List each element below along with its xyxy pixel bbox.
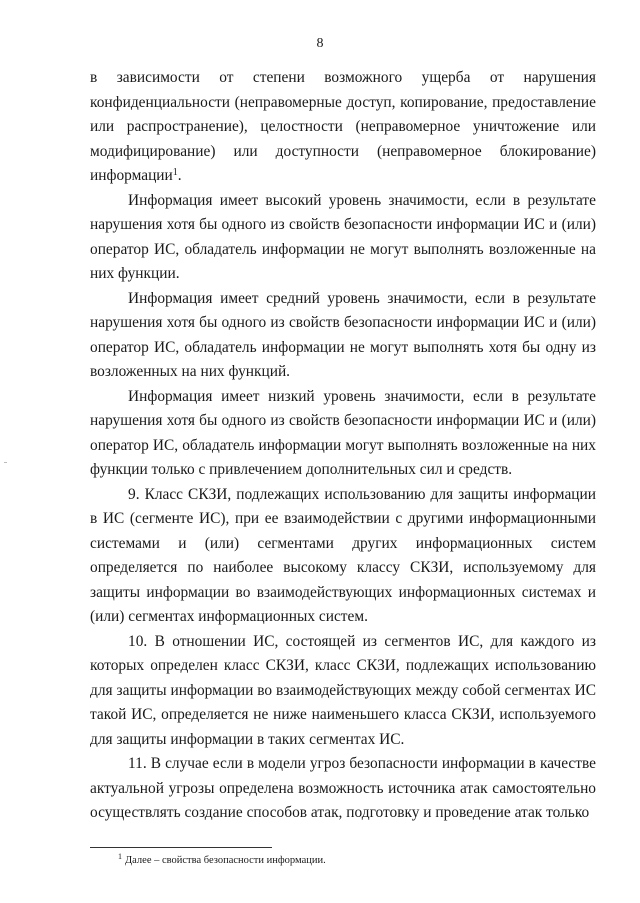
paragraph-text: в зависимости от степени возможного ущерба от нарушения конфиденциальности (неправомерные доступ, копирование, предоставление или распространение), целостности (неправомерное уничтожение или модифицирование) или доступности (неправомерное блокирование) информации (90, 69, 596, 184)
footnote (118, 854, 326, 868)
footnote-marker: 1 (118, 852, 122, 861)
page-number: 8 (316, 36, 324, 51)
paragraph-low-significance: Информация имеет низкий уровень значимости, если в результате нарушения хотя бы одного из свойств безопасности информации ИС и (или) оператор ИС, обладатель информации могут выполнять возложенные на них функции только с привлечением дополнительных сил и средств. (90, 387, 596, 478)
paragraph-high-significance: Информация имеет высокий уровень значимости, если в результате нарушения хотя бы одного из свойств безопасности информации ИС и (или) оператор ИС, обладатель информации не могут выполнять возложенные на них функции. (90, 191, 596, 282)
scan-artifact (4, 462, 7, 463)
paragraph-clause-9: 9. Класс СКЗИ, подлежащих использованию для защиты информации в ИС (сегменте ИС), при ее взаимодействии с другими информационными системами и (или) сегментами других информационных систем определяется по наиболее высокому классу СКЗИ, используемому для защиты информации во взаимодействующих информационных системах и (или) сегментах информационных систем. (90, 485, 596, 625)
paragraph-clause-11: 11. В случае если в модели угроз безопасности информации в качестве актуальной угрозы определена возможность источника атак самостоятельно осуществлять создание способов атак, подготовку и проведение атак только (90, 755, 596, 821)
footnote-reference: 1 (172, 167, 178, 178)
paragraph-clause-10: 10. В отношении ИС, состоящей из сегментов ИС, для каждого из которых определен класс СКЗИ, класс СКЗИ, подлежащих использованию для защиты информации во взаимодействующих между собой сегментах ИС такой ИС, определяется не ниже наименьшего класса СКЗИ, используемого для защиты информации в таких сегментах ИС. (90, 632, 596, 748)
footnote-text: Далее – свойства безопасности информации. (125, 855, 326, 866)
paragraph-continuation: в зависимости от степени возможного ущерба от нарушения конфиденциальности (неправомерные доступ, копирование, предоставление или распространение), целостности (неправомерное уничтожение или модифицирование) или доступности (неправомерное блокирование) информации$^1$. (90, 69, 596, 184)
document-body (90, 66, 596, 826)
footnote-separator (90, 847, 272, 848)
paragraph-medium-significance: Информация имеет средний уровень значимости, если в результате нарушения хотя бы одного из свойств безопасности информации ИС и (или) оператор ИС, обладатель информации не могут выполнять хотя бы одну из возложенных на них функций. (90, 289, 596, 380)
